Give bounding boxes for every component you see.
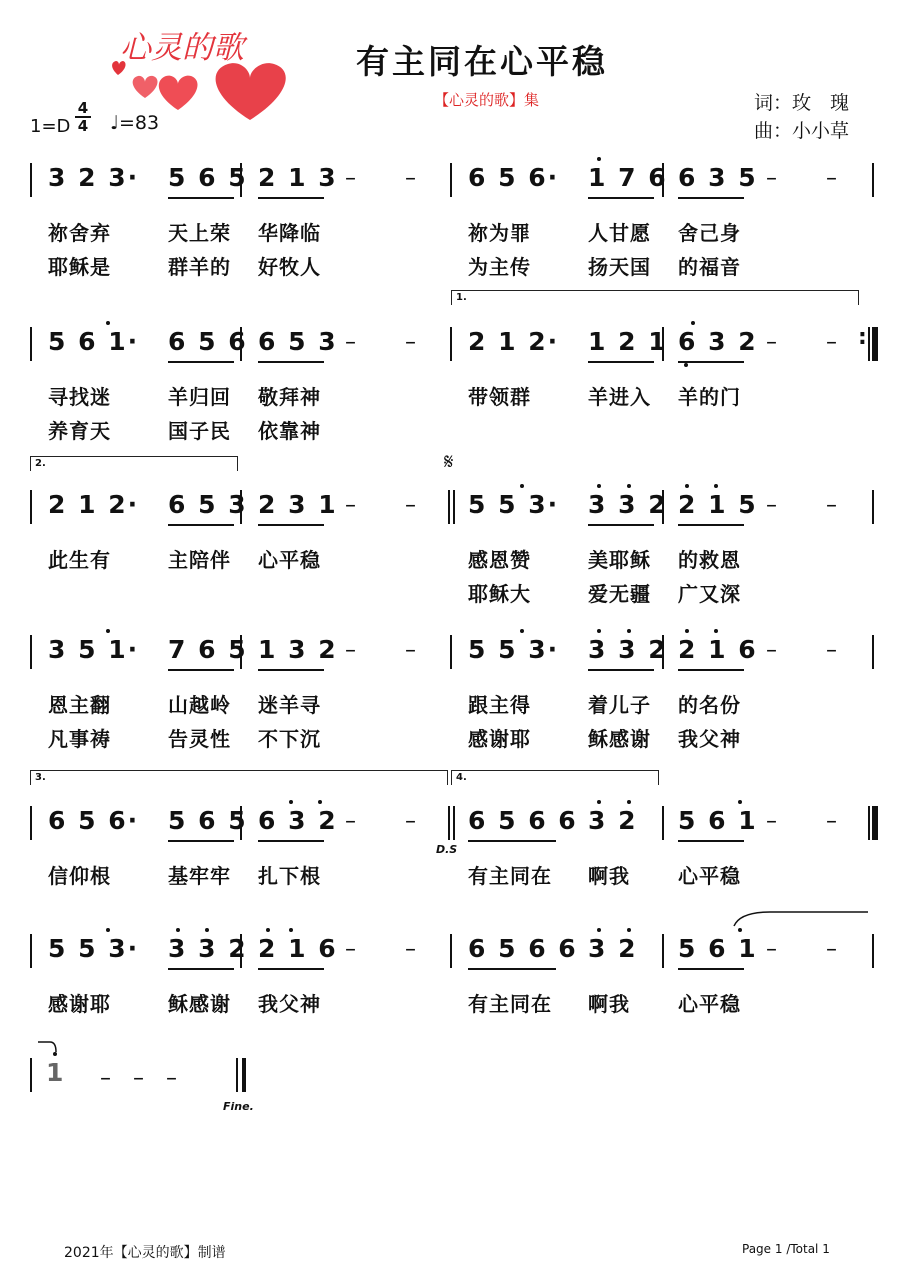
end-barline-thin xyxy=(868,806,870,840)
note-group: 3 2 xyxy=(588,806,638,835)
lyric-verse-2: 稣感谢 xyxy=(588,727,651,751)
lyric-verse-2: 感谢耶 xyxy=(468,727,531,751)
final-barline-thick xyxy=(242,1058,246,1092)
note-group: 6 5 6 6 xyxy=(468,806,578,835)
octave-dot xyxy=(597,157,601,161)
barline xyxy=(872,163,874,197)
volta-3: 3. xyxy=(30,770,448,785)
note-group: 5 5 3· xyxy=(48,934,140,963)
lyric-verse-1: 带领群 xyxy=(468,385,531,409)
beam-underline xyxy=(168,669,234,671)
octave-dot xyxy=(597,484,601,488)
barline xyxy=(872,635,874,669)
hold-dash: – xyxy=(345,638,356,663)
note-group: 1 3 2 xyxy=(258,635,338,664)
lyric-verse-1: 的救恩 xyxy=(678,548,741,572)
lyric-verse-1: 羊进入 xyxy=(588,385,651,409)
lyric-verse-1: 心平稳 xyxy=(258,548,321,572)
note-group: 6 5 3 xyxy=(258,327,338,356)
beam-underline xyxy=(678,669,744,671)
barline xyxy=(30,327,32,361)
note-group: 5 6 1 xyxy=(678,934,758,963)
octave-dot xyxy=(714,484,718,488)
lyric-verse-2: 好牧人 xyxy=(258,255,321,279)
note-group: 2 3 1 xyxy=(258,490,338,519)
octave-dot xyxy=(205,928,209,932)
hold-dash: – xyxy=(405,493,416,518)
note-group: 5 6 5 xyxy=(168,806,248,835)
note-group: 6 5 6 6 xyxy=(468,934,578,963)
hold-dash: – xyxy=(826,166,837,191)
barline xyxy=(30,635,32,669)
hold-dash: – xyxy=(345,809,356,834)
hold-dash: – xyxy=(345,493,356,518)
lyric-verse-1: 迷羊寻 xyxy=(258,693,321,717)
octave-dot xyxy=(176,928,180,932)
octave-dot xyxy=(597,629,601,633)
lyric-verse-1: 扎下根 xyxy=(258,864,321,888)
octave-dot xyxy=(685,629,689,633)
note-group: 3 5 1· xyxy=(48,635,140,664)
note-group: 3 3 2 xyxy=(588,490,668,519)
lyric-verse-1: 天上荣 xyxy=(168,221,231,245)
beam-underline xyxy=(168,361,234,363)
hold-dash: – xyxy=(405,166,416,191)
double-barline-thin xyxy=(448,490,450,524)
octave-dot xyxy=(738,928,742,932)
lyric-verse-1: 舍己身 xyxy=(678,221,741,245)
hold-dash: – xyxy=(826,330,837,355)
note-group: 2 1 2· xyxy=(468,327,560,356)
lyric-verse-2: 耶稣是 xyxy=(48,255,111,279)
note-group: 3 3 2 xyxy=(588,635,668,664)
note-group: 6 5 6· xyxy=(48,806,140,835)
beam-underline xyxy=(258,840,324,842)
octave-dot xyxy=(597,928,601,932)
beam-underline xyxy=(588,361,654,363)
note-group: 5 5 3· xyxy=(468,490,560,519)
lyric-verse-2: 群羊的 xyxy=(168,255,231,279)
note-group: 5 6 5 xyxy=(168,163,248,192)
double-barline-thin xyxy=(453,806,455,840)
time-bottom: 4 xyxy=(77,117,89,135)
octave-dot xyxy=(266,928,270,932)
lyric-verse-2: 告灵性 xyxy=(168,727,231,751)
hold-dash: – xyxy=(766,330,777,355)
ds-mark: D.S xyxy=(436,843,458,856)
octave-dot xyxy=(627,800,631,804)
note-group: 5 6 1· xyxy=(48,327,140,356)
octave-dot xyxy=(738,800,742,804)
beam-underline xyxy=(588,197,654,199)
barline xyxy=(450,163,452,197)
beam-underline xyxy=(258,361,324,363)
beam-underline xyxy=(468,968,556,970)
note-group: 3 2 xyxy=(588,934,638,963)
lyric-verse-2: 扬天国 xyxy=(588,255,651,279)
hold-dash: – xyxy=(345,330,356,355)
hold-dash: – xyxy=(826,493,837,518)
note-group: 2 1 6 xyxy=(678,635,758,664)
lyricist: 词：玫 瑰 xyxy=(754,92,850,114)
lyric-verse-1: 心平稳 xyxy=(678,864,741,888)
low-octave-dot xyxy=(684,363,688,367)
lyric-verse-1: 羊归回 xyxy=(168,385,231,409)
beam-underline xyxy=(678,968,744,970)
hold-dash: – xyxy=(826,638,837,663)
lyric-verse-2: 耶稣大 xyxy=(468,582,531,606)
note-group: 1 xyxy=(46,1058,66,1087)
barline xyxy=(30,1058,32,1092)
lyric-verse-1: 羊的门 xyxy=(678,385,741,409)
lyric-verse-1: 感恩赞 xyxy=(468,548,531,572)
octave-dot xyxy=(597,800,601,804)
beam-underline xyxy=(678,197,744,199)
octave-dot xyxy=(106,321,110,325)
footer-credit: 2021年【心灵的歌】制谱 xyxy=(64,1245,226,1261)
fine-mark: Fine. xyxy=(223,1100,254,1113)
hold-dash: – xyxy=(766,809,777,834)
barline xyxy=(872,934,874,968)
collection-subtitle: 【心灵的歌】集 xyxy=(434,91,540,109)
note-group: 6 5 6· xyxy=(468,163,560,192)
hold-dash: – xyxy=(345,166,356,191)
beam-underline xyxy=(258,968,324,970)
octave-dot xyxy=(289,928,293,932)
hold-dash: – xyxy=(345,937,356,962)
note-group: 6 3 2 xyxy=(258,806,338,835)
volta-2: 2. xyxy=(30,456,238,471)
barline xyxy=(450,635,452,669)
volta-4: 4. xyxy=(451,770,659,785)
beam-underline xyxy=(468,840,556,842)
lyric-verse-2: 养育天 xyxy=(48,419,111,443)
lyric-verse-1: 啊我 xyxy=(588,864,630,888)
repeat-barline-thick xyxy=(874,327,878,361)
lyric-verse-1: 的名份 xyxy=(678,693,741,717)
note-group: 3 3 2 xyxy=(168,934,248,963)
note-group: 3 2 3· xyxy=(48,163,140,192)
lyric-verse-1: 寻找迷 xyxy=(48,385,111,409)
beam-underline xyxy=(168,197,234,199)
end-barline-thick xyxy=(874,806,878,840)
segno-sign: 𝄋 xyxy=(444,450,454,475)
lyric-verse-1: 华降临 xyxy=(258,221,321,245)
lyric-verse-1: 啊我 xyxy=(588,992,630,1016)
octave-dot xyxy=(714,629,718,633)
octave-dot xyxy=(318,800,322,804)
beam-underline xyxy=(168,524,234,526)
double-barline-thin xyxy=(448,806,450,840)
beam-underline xyxy=(168,840,234,842)
octave-dot xyxy=(520,484,524,488)
lyric-verse-1: 主陪伴 xyxy=(168,548,231,572)
barline xyxy=(30,490,32,524)
lyric-verse-1: 跟主得 xyxy=(468,693,531,717)
lyric-verse-1: 此生有 xyxy=(48,548,111,572)
beam-underline xyxy=(678,524,744,526)
hold-dash: – xyxy=(405,937,416,962)
double-barline-thin xyxy=(453,490,455,524)
barline xyxy=(30,806,32,840)
lyric-verse-2: 凡事祷 xyxy=(48,727,111,751)
lyric-verse-2: 广又深 xyxy=(678,582,741,606)
hold-dash: – xyxy=(766,937,777,962)
beam-underline xyxy=(258,524,324,526)
lyric-verse-2: 国子民 xyxy=(168,419,231,443)
hold-dash: – xyxy=(766,493,777,518)
lyric-verse-1: 信仰根 xyxy=(48,864,111,888)
lyric-verse-1: 心平稳 xyxy=(678,992,741,1016)
lyric-verse-1: 祢为罪 xyxy=(468,221,531,245)
note-group: 6 3 5 xyxy=(678,163,758,192)
octave-dot xyxy=(691,321,695,325)
time-top: 4 xyxy=(77,99,89,117)
note-group: 5 5 3· xyxy=(468,635,560,664)
beam-underline xyxy=(588,669,654,671)
song-title: 有主同在心平稳 xyxy=(356,42,608,81)
lyric-verse-2: 不下沉 xyxy=(258,727,321,751)
lyric-verse-1: 着儿子 xyxy=(588,693,651,717)
lyric-verse-1: 敬拜神 xyxy=(258,385,321,409)
barline xyxy=(30,163,32,197)
beam-underline xyxy=(678,361,744,363)
note-group: 6 5 3 xyxy=(168,490,248,519)
barline xyxy=(662,934,664,968)
tie-end xyxy=(36,1036,60,1060)
high-dot xyxy=(53,1052,57,1056)
hold-dash: – xyxy=(405,638,416,663)
lyric-verse-1: 基牢牢 xyxy=(168,864,231,888)
octave-dot xyxy=(106,928,110,932)
lyric-verse-1: 我父神 xyxy=(258,992,321,1016)
hold-dashes: – – – xyxy=(100,1066,178,1091)
hold-dash: – xyxy=(405,809,416,834)
lyric-verse-1: 有主同在 xyxy=(468,864,552,888)
note-group: 2 1 6 xyxy=(258,934,338,963)
note-group: 6 5 6 xyxy=(168,327,248,356)
beam-underline xyxy=(678,840,744,842)
tempo-marking: ♩=83 xyxy=(110,112,160,134)
note-group: 1 7 6 xyxy=(588,163,668,192)
octave-dot xyxy=(627,629,631,633)
lyric-verse-1: 祢舍弃 xyxy=(48,221,111,245)
lyric-verse-1: 山越岭 xyxy=(168,693,231,717)
final-barline-thin xyxy=(236,1058,238,1092)
octave-dot xyxy=(685,484,689,488)
lyric-verse-2: 爱无疆 xyxy=(588,582,651,606)
barline xyxy=(450,327,452,361)
hold-dash: – xyxy=(826,937,837,962)
key-signature: 1=D xyxy=(30,116,71,137)
beam-underline xyxy=(258,197,324,199)
note-group: 2 1 2· xyxy=(48,490,140,519)
barline xyxy=(662,806,664,840)
logo-text: 心灵的歌 xyxy=(120,30,244,66)
repeat-dots: : xyxy=(858,325,869,350)
page-indicator: Page 1 /Total 1 xyxy=(742,1242,830,1256)
lyric-verse-1: 恩主翻 xyxy=(48,693,111,717)
beam-underline xyxy=(258,669,324,671)
note-group: 2 1 5 xyxy=(678,490,758,519)
hold-dash: – xyxy=(405,330,416,355)
octave-dot xyxy=(627,484,631,488)
octave-dot xyxy=(627,928,631,932)
lyric-verse-2: 依靠神 xyxy=(258,419,321,443)
octave-dot xyxy=(520,629,524,633)
note-group: 7 6 5 xyxy=(168,635,248,664)
lyric-verse-2: 为主传 xyxy=(468,255,531,279)
volta-1: 1. xyxy=(451,290,859,305)
lyric-verse-1: 人甘愿 xyxy=(588,221,651,245)
lyric-verse-1: 美耶稣 xyxy=(588,548,651,572)
barline xyxy=(872,490,874,524)
lyric-verse-1: 稣感谢 xyxy=(168,992,231,1016)
beam-underline xyxy=(588,524,654,526)
note-group: 2 1 3 xyxy=(258,163,338,192)
time-signature xyxy=(75,100,91,134)
barline xyxy=(450,934,452,968)
lyric-verse-1: 有主同在 xyxy=(468,992,552,1016)
octave-dot xyxy=(289,800,293,804)
note-group: 5 6 1 xyxy=(678,806,758,835)
hold-dash: – xyxy=(766,638,777,663)
note-group: 6 3 2 xyxy=(678,327,758,356)
composer: 曲：小小草 xyxy=(754,120,850,142)
barline xyxy=(30,934,32,968)
lyric-verse-2: 的福音 xyxy=(678,255,741,279)
note-group: 1 2 1 xyxy=(588,327,668,356)
lyric-verse-2: 我父神 xyxy=(678,727,741,751)
tie-arc xyxy=(730,904,870,928)
lyric-verse-1: 感谢耶 xyxy=(48,992,111,1016)
octave-dot xyxy=(106,629,110,633)
hold-dash: – xyxy=(826,809,837,834)
hold-dash: – xyxy=(766,166,777,191)
beam-underline xyxy=(168,968,234,970)
